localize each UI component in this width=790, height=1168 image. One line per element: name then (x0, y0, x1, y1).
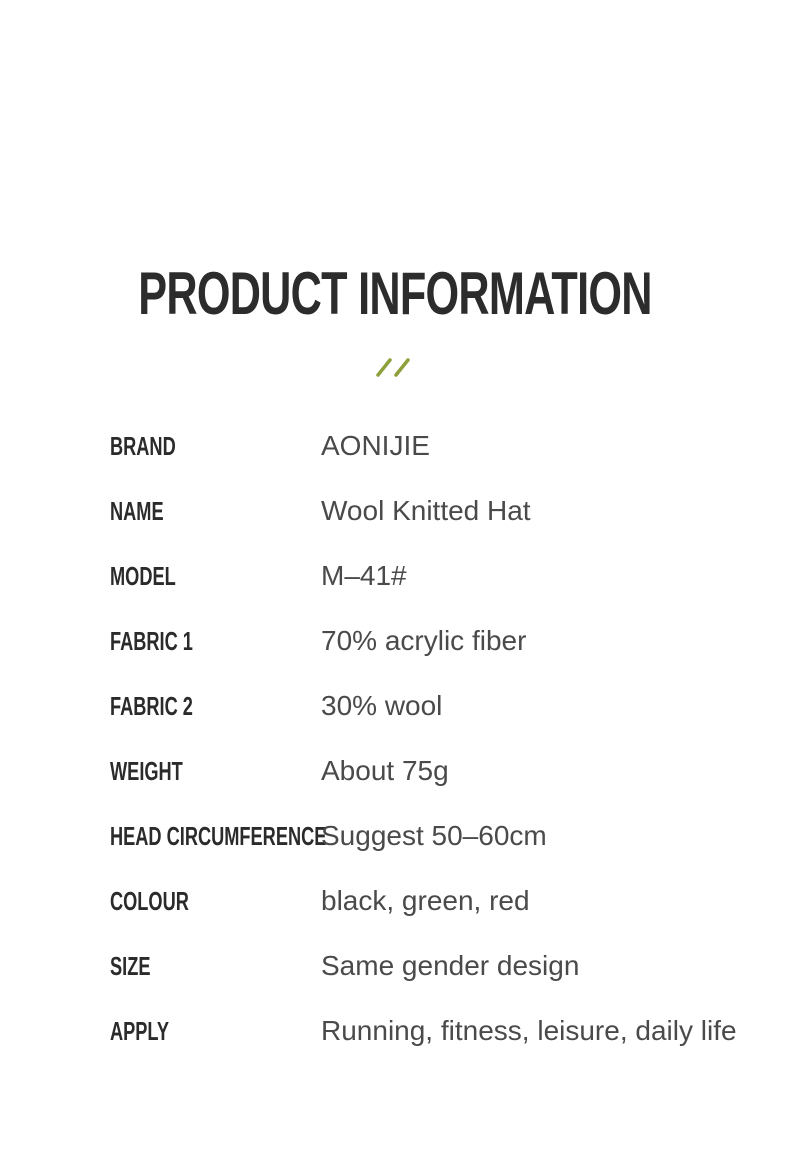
spec-value: Wool Knitted Hat (321, 495, 531, 526)
spec-row-fabric-2 (110, 675, 780, 740)
spec-row-apply (110, 1000, 780, 1065)
spec-value: Suggest 50–60cm (321, 820, 547, 851)
spec-label: NAME (110, 496, 164, 526)
spec-row-weight (110, 740, 780, 805)
spec-label: COLOUR (110, 886, 189, 916)
double-slash-icon (375, 356, 415, 378)
spec-label: HEAD CIRCUMFERENCE (110, 821, 327, 851)
spec-value: 70% acrylic fiber (321, 625, 527, 656)
spec-label: FABRIC 1 (110, 626, 193, 656)
spec-value: Same gender design (321, 950, 580, 981)
spec-value: M–41# (321, 560, 407, 591)
spec-table (110, 415, 780, 1065)
spec-label: SIZE (110, 951, 151, 981)
spec-row-head-circumference (110, 805, 780, 870)
page-title: PRODUCT INFORMATION (138, 260, 652, 327)
spec-label: FABRIC 2 (110, 691, 193, 721)
spec-label: MODEL (110, 561, 176, 591)
spec-row-name (110, 480, 780, 545)
spec-label: BRAND (110, 431, 176, 461)
spec-label: APPLY (110, 1016, 170, 1046)
spec-row-fabric-1 (110, 610, 780, 675)
spec-row-model (110, 545, 780, 610)
spec-row-brand (110, 415, 780, 480)
spec-value: Running, fitness, leisure, daily life (321, 1015, 737, 1046)
spec-row-colour (110, 870, 780, 935)
spec-value: black, green, red (321, 885, 530, 916)
spec-row-size (110, 935, 780, 1000)
spec-value: About 75g (321, 755, 449, 786)
spec-label: WEIGHT (110, 756, 183, 786)
spec-value: 30% wool (321, 690, 443, 721)
spec-value: AONIJIE (321, 430, 430, 461)
